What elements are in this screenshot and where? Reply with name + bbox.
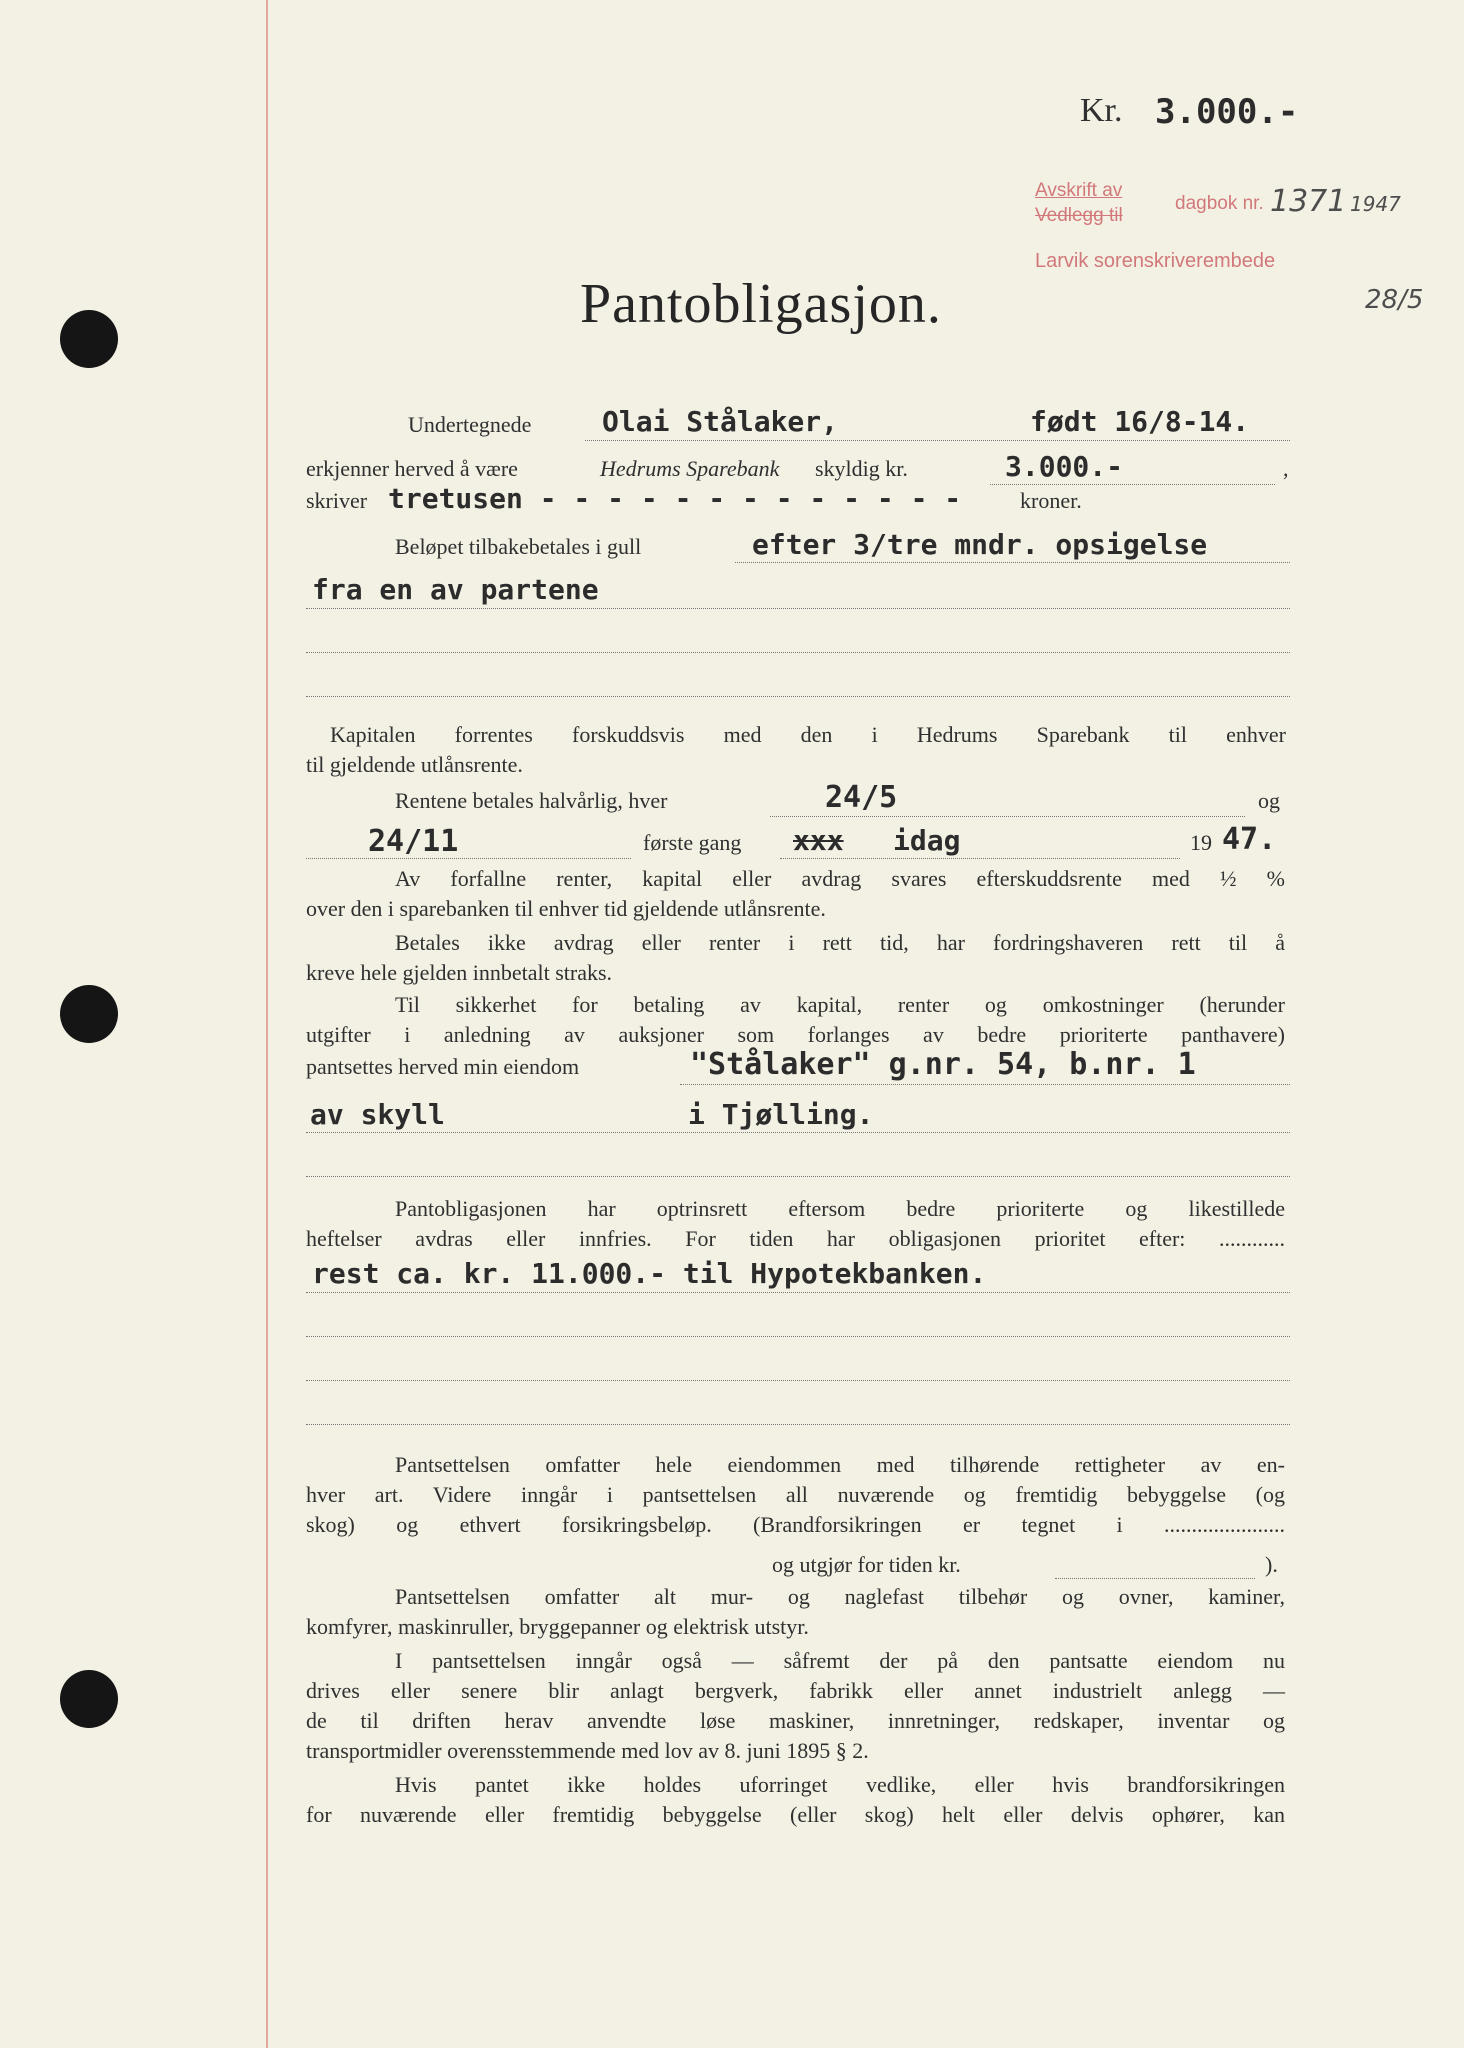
interest-p2-line1: Av forfallne renter, kapital eller avdrag svares efterskuddsrente med ½ % (395, 866, 1285, 891)
stamp-office: Larvik sorenskriverembede (1035, 250, 1276, 272)
interest-date2: 24/11 (368, 824, 459, 859)
property-skyld: av skyll (310, 1098, 445, 1131)
first-time-label: første gang (643, 830, 742, 855)
punch-hole (60, 985, 118, 1043)
punch-hole (60, 1670, 118, 1728)
comma: , (1283, 456, 1289, 481)
first-time-value: idag (893, 824, 961, 857)
scope-p1-line2: hver art. Videre inngår i pantsettelsen all nuværende og fremtidig bebyggelse (og (306, 1482, 1285, 1507)
header-amount: 3.000.- (1155, 92, 1299, 132)
punch-hole (60, 310, 118, 368)
debt-amount: 3.000.- (1005, 450, 1124, 483)
repayment-label: Beløpet tilbakebetales i gull (395, 534, 642, 559)
debtor-born: født 16/8-14. (1030, 405, 1250, 438)
security-line3-label: pantsettes herved min eiendom (306, 1054, 580, 1079)
security-line2: utgifter i anledning av auksjoner som forlanges av bedre prioriterte panthavere) (306, 1022, 1285, 1047)
repayment-line1: efter 3/tre mndr. opsigelse (752, 528, 1208, 561)
owes-label: skyldig kr. (815, 456, 908, 481)
priority-line1: Pantobligasjonen har optrinsrett eftersom bedre prioriterte og likestillede (395, 1196, 1285, 1221)
stamp-year: 1947 (1350, 192, 1401, 216)
interest-p3-line1: Betales ikke avdrag eller renter i rett tid, har fordringshaveren rett til å (395, 930, 1285, 955)
year-suffix: 47. (1222, 822, 1277, 857)
scope-p3-line4: transportmidler overensstemmende med lov av 8. juni 1895 § 2. (306, 1738, 869, 1763)
halfyear-label: Rentene betales halvårlig, hver (395, 788, 668, 813)
scope-p1-line4: og utgjør for tiden kr. (772, 1552, 961, 1577)
stamp-date-note: 28/5 (1365, 285, 1424, 315)
stamp-dagbok-number: 1371 (1270, 184, 1347, 219)
scope-p1-line3: skog) og ethvert forsikringsbeløp. (Brandforsikringen er tegnet i ...................... (306, 1512, 1285, 1537)
amount-words: tretusen - - - - - - - - - - - - - (388, 482, 962, 515)
stamp-line1: Avskrift av (1035, 180, 1123, 201)
scope-p2-line2: komfyrer, maskinruller, bryggepanner og elektrisk utstyr. (306, 1614, 809, 1639)
kroner-label: kroner. (1020, 488, 1082, 513)
amount-prefix: Kr. (1080, 92, 1123, 129)
interest-date1: 24/5 (825, 780, 898, 815)
scope-p3-line1: I pantsettelsen inngår også — såfremt der på den pantsatte eiendom nu (395, 1648, 1285, 1673)
stamp-dagbok-label: dagbok nr. (1175, 193, 1264, 214)
property-place: i Tjølling. (688, 1098, 874, 1131)
bank-name: Hedrums Sparebank (600, 456, 780, 481)
scope-p3-line2: drives eller senere blir anlagt bergverk, fabrikk eller annet industrielt anlegg — (306, 1678, 1285, 1703)
stamp-line2: Vedlegg til (1035, 205, 1123, 226)
scope-p2-line1: Pantsettelsen omfatter alt mur- og naglefast tilbehør og ovner, kaminer, (395, 1584, 1285, 1609)
scope-p1-line1: Pantsettelsen omfatter hele eiendommen med tilhørende rettigheter av en- (395, 1452, 1285, 1477)
scope-p1-line4-end: ). (1265, 1552, 1278, 1577)
interest-p1-line2: til gjeldende utlånsrente. (306, 752, 523, 777)
security-line1: Til sikkerhet for betaling av kapital, renter og omkostninger (herunder (395, 992, 1285, 1017)
priority-value: rest ca. kr. 11.000.- til Hypotekbanken. (312, 1257, 987, 1290)
struck-text: xxx (793, 824, 844, 857)
interest-p3-line2: kreve hele gjelden innbetalt straks. (306, 960, 613, 985)
debtor-name: Olai Stålaker, (602, 405, 839, 438)
scope-p3-line3: de til driften herav anvendte løse maskiner, innretninger, redskaper, inventar og (306, 1708, 1285, 1733)
repayment-line2: fra en av partene (312, 573, 599, 606)
scope-p4-line2: for nuværende eller fremtidig bebyggelse (eller skog) helt eller delvis ophører, kan (306, 1802, 1285, 1827)
property-name: "Stålaker" g.nr. 54, b.nr. 1 (690, 1047, 1196, 1082)
undersigned-label: Undertegnede (408, 412, 532, 437)
interest-p1-line1: Kapitalen forrentes forskuddsvis med den i Hedrums Sparebank til enhver (330, 722, 1286, 747)
acknowledge-label: erkjenner herved å være (306, 456, 518, 481)
scope-p4-line1: Hvis pantet ikke holdes uforringet vedlike, eller hvis brandforsikringen (395, 1772, 1285, 1797)
interest-p2-line2: over den i sparebanken til enhver tid gjeldende utlånsrente. (306, 896, 826, 921)
writes-label: skriver (306, 488, 368, 513)
og-label: og (1258, 788, 1280, 813)
margin-line (266, 0, 268, 2048)
year-prefix: 19 (1190, 830, 1212, 855)
priority-line2: heftelser avdras eller innfries. For tiden har obligasjonen prioritet efter: ............ (306, 1226, 1285, 1251)
page-title: Pantobligasjon. (580, 273, 942, 335)
